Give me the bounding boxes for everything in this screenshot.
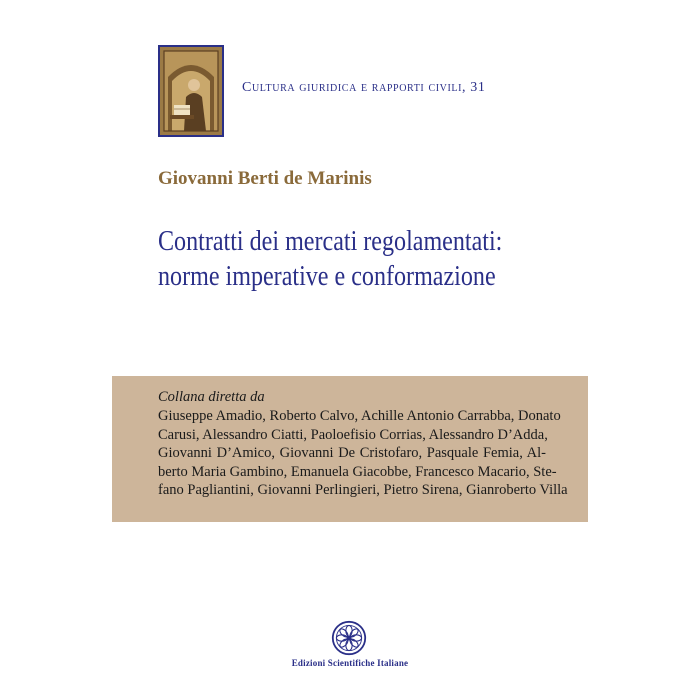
editors-line: fano Pagliantini, Giovanni Perlingieri, Pietro Sirena, Gianroberto Villa	[158, 482, 568, 498]
publisher-name: Edizioni Scientifiche Italiane	[291, 658, 409, 668]
author-name: Giovanni Berti de Marinis	[158, 168, 372, 189]
editors-line: Giovanni D’Amico, Giovanni De Cristofaro, Pasquale Femia, Al-	[158, 445, 546, 461]
medieval-scholar-illustration-icon	[160, 47, 222, 135]
series-title: Cultura giuridica e rapporti civili, 31	[242, 80, 486, 95]
editors-heading: Collana diretta da	[158, 389, 265, 405]
rosette-emblem-icon	[331, 620, 367, 656]
editors-line: Giuseppe Amadio, Roberto Calvo, Achille Antonio Carrabba, Donato	[158, 408, 561, 424]
book-title	[158, 224, 578, 294]
editors-panel	[112, 376, 588, 522]
editors-line: Carusi, Alessandro Ciatti, Paoloefisio Corrias, Alessandro D’Adda,	[158, 426, 548, 443]
editors-list	[158, 407, 568, 500]
book-title-line: Contratti dei mercati regolamentati:	[158, 226, 503, 257]
book-title-line: norme imperative e conformazione	[158, 261, 496, 292]
editors-line: berto Maria Gambino, Emanuela Giacobbe, Francesco Macario, Ste-	[158, 463, 557, 480]
cover-illustration	[158, 45, 224, 137]
